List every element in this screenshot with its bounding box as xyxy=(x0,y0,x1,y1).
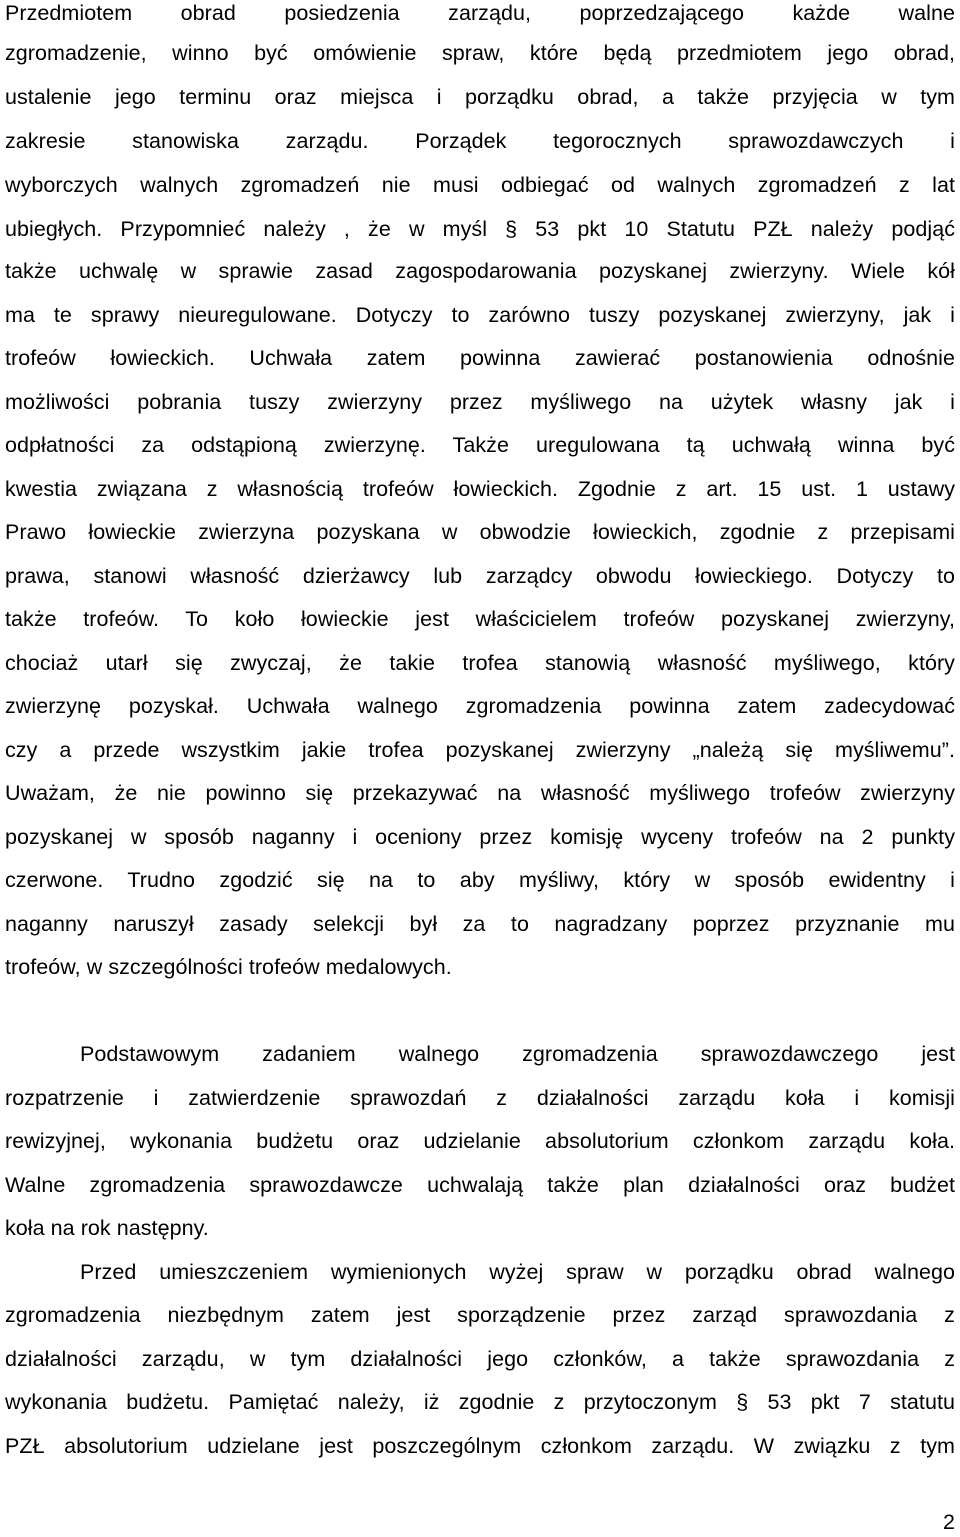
text-line: Przed umieszczeniem wymienionych wyżej spraw w porządku obrad walnego xyxy=(80,1260,955,1284)
text-line: czy a przede wszystkim jakie trofea pozyskanej zwierzyny „należą się myśliwemu”. xyxy=(5,738,955,762)
text-line: działalności zarządu, w tym działalności jego członków, a także sprawozdania z xyxy=(5,1347,955,1371)
text-line: zgromadzenie, winno być omówienie spraw, które będą przedmiotem jego obrad, xyxy=(5,41,955,65)
text-line: zakresie stanowiska zarządu. Porządek tegorocznych sprawozdawczych i xyxy=(5,129,955,153)
text-line: prawa, stanowi własność dzierżawcy lub zarządcy obwodu łowieckiego. Dotyczy to xyxy=(5,564,955,588)
text-line: Przedmiotem obrad posiedzenia zarządu, poprzedzającego każde walne xyxy=(5,1,955,25)
text-line: trofeów, w szczególności trofeów medalowych. xyxy=(5,955,452,979)
text-line: ma te sprawy nieuregulowane. Dotyczy to zarówno tuszy pozyskanej zwierzyny, jak i xyxy=(5,303,955,327)
text-line: chociaż utarł się zwyczaj, że takie trofea stanowią własność myśliwego, który xyxy=(5,651,955,675)
text-line: pozyskanej w sposób naganny i oceniony przez komisję wyceny trofeów na 2 punkty xyxy=(5,825,955,849)
text-line: zwierzynę pozyskał. Uchwała walnego zgromadzenia powinna zatem zadecydować xyxy=(5,694,955,718)
text-line: ustalenie jego terminu oraz miejsca i porządku obrad, a także przyjęcia w tym xyxy=(5,85,955,109)
text-line: czerwone. Trudno zgodzić się na to aby myśliwy, który w sposób ewidentny i xyxy=(5,868,955,892)
text-line: PZŁ absolutorium udzielane jest poszczególnym członkom zarządu. W związku z tym xyxy=(5,1434,955,1458)
text-line: rewizyjnej, wykonania budżetu oraz udzielanie absolutorium członkom zarządu koła. xyxy=(5,1129,955,1153)
text-line: koła na rok następny. xyxy=(5,1216,209,1240)
text-line: Prawo łowieckie zwierzyna pozyskana w obwodzie łowieckich, zgodnie z przepisami xyxy=(5,520,955,544)
text-line: Walne zgromadzenia sprawozdawcze uchwalają także plan działalności oraz budżet xyxy=(5,1173,955,1197)
text-line: także uchwalę w sprawie zasad zagospodarowania pozyskanej zwierzyny. Wiele kół xyxy=(5,259,955,283)
page-number: 2 xyxy=(943,1510,955,1534)
text-line: kwestia związana z własnością trofeów łowieckich. Zgodnie z art. 15 ust. 1 ustawy xyxy=(5,477,955,501)
text-line: Podstawowym zadaniem walnego zgromadzenia sprawozdawczego jest xyxy=(80,1042,955,1066)
text-line: naganny naruszył zasady selekcji był za to nagradzany poprzez przyznanie mu xyxy=(5,912,955,936)
text-line: trofeów łowieckich. Uchwała zatem powinna zawierać postanowienia odnośnie xyxy=(5,346,955,370)
text-line: Uważam, że nie powinno się przekazywać na własność myśliwego trofeów zwierzyny xyxy=(5,781,955,805)
text-line: odpłatności za odstąpioną zwierzynę. Także uregulowana tą uchwałą winna być xyxy=(5,433,955,457)
text-line: ubiegłych. Przypomnieć należy , że w myśl § 53 pkt 10 Statutu PZŁ należy podjąć xyxy=(5,217,955,241)
text-line: możliwości pobrania tuszy zwierzyny przez myśliwego na użytek własny jak i xyxy=(5,390,955,414)
text-line: wykonania budżetu. Pamiętać należy, iż zgodnie z przytoczonym § 53 pkt 7 statutu xyxy=(5,1390,955,1414)
text-line: także trofeów. To koło łowieckie jest właścicielem trofeów pozyskanej zwierzyny, xyxy=(5,607,955,631)
text-line: wyborczych walnych zgromadzeń nie musi odbiegać od walnych zgromadzeń z lat xyxy=(5,173,955,197)
text-line: rozpatrzenie i zatwierdzenie sprawozdań z działalności zarządu koła i komisji xyxy=(5,1086,955,1110)
text-line: zgromadzenia niezbędnym zatem jest sporządzenie przez zarząd sprawozdania z xyxy=(5,1303,955,1327)
